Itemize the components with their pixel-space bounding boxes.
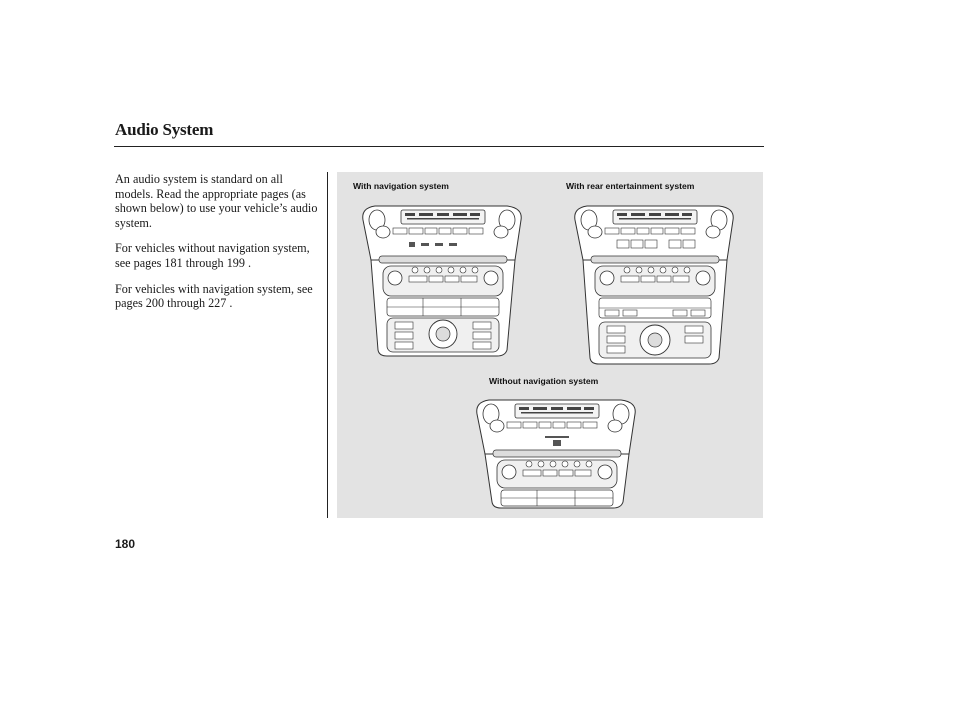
paragraph-intro: An audio system is standard on all models. Read the appropriate pages (as shown below) to use your vehicle’s audio system. (115, 172, 318, 230)
paragraph-without-nav: For vehicles without navigation system, see pages 181 through 199 . (115, 241, 310, 270)
audio-panels-figure (337, 172, 763, 518)
page-number: 180 (115, 537, 136, 551)
standard-console-illustration (471, 394, 643, 512)
intro-text (115, 172, 320, 322)
page-title: Audio System (115, 120, 214, 139)
caption-without-navigation: Without navigation system (489, 376, 599, 386)
caption-with-rear-entertainment: With rear entertainment system (566, 181, 695, 191)
caption-with-navigation: With navigation system (353, 181, 449, 191)
column-divider (327, 172, 328, 518)
navigation-console-illustration (357, 200, 529, 360)
header-rule (114, 146, 764, 147)
paragraph-with-nav: For vehicles with navigation system, see pages 200 through 227 . (115, 281, 313, 311)
rear-entertainment-console-illustration (569, 200, 741, 368)
